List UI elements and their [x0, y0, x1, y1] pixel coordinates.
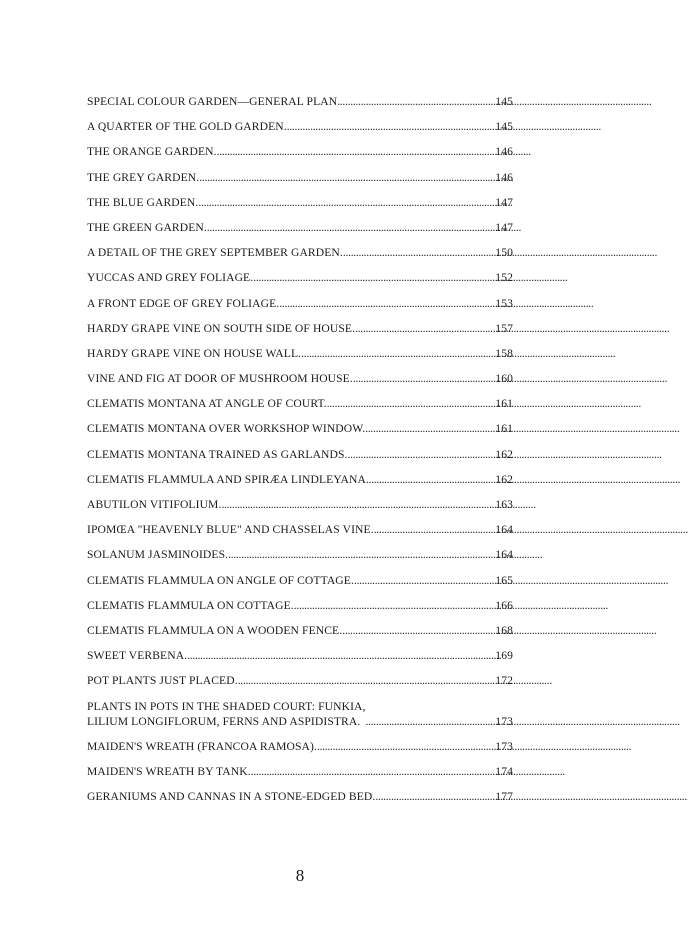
entry-title: MAIDEN'S WREATH BY TANK.	[87, 764, 251, 778]
toc-entry	[87, 623, 513, 638]
dot-leader	[327, 396, 493, 411]
entry-page-number: 165	[495, 573, 513, 587]
entry-title: CLEMATIS FLAMMULA AND SPIRÆA LINDLEYANA	[87, 472, 366, 486]
dot-leader	[366, 714, 493, 729]
entry-page-number: 147	[495, 220, 513, 234]
dot-leader	[354, 573, 492, 588]
entry-page-number: 161	[495, 397, 513, 411]
dot-leader	[228, 547, 492, 562]
entry-title: CLEMATIS FLAMMULA ON COTTAGE.	[87, 598, 294, 612]
entry-title: A DETAIL OF THE GREY SEPTEMBER GARDEN.	[87, 246, 343, 260]
entry-title: ABUTILON VITIFOLIUM.	[87, 498, 222, 511]
entry-page-number: 166	[495, 598, 513, 612]
dot-leader	[374, 522, 493, 537]
entry-page-number: 172	[495, 674, 513, 688]
toc-entry	[87, 144, 513, 159]
toc-entry	[87, 699, 513, 729]
dot-leader	[253, 270, 492, 285]
toc-entry	[87, 170, 513, 185]
entry-page-number: 173	[495, 739, 513, 753]
entry-page-number: 164	[495, 523, 513, 537]
dot-leader	[287, 119, 493, 134]
entry-page-number: 153	[495, 296, 513, 310]
dot-leader	[251, 764, 493, 779]
dot-leader	[238, 673, 493, 688]
toc-entry	[87, 220, 513, 235]
entry-page-number: 157	[495, 321, 513, 335]
entry-title: A QUARTER OF THE GOLD GARDEN.	[87, 120, 287, 134]
toc-entry	[87, 648, 513, 663]
toc-entry	[87, 296, 513, 311]
entry-page-number: 146	[495, 170, 513, 184]
dot-leader	[198, 195, 492, 210]
toc-entry	[87, 396, 513, 411]
toc-entry	[87, 447, 513, 462]
dot-leader	[317, 739, 492, 754]
dot-leader	[337, 94, 492, 109]
toc-entry	[87, 346, 513, 361]
entry-page-number: 177	[495, 790, 513, 804]
dot-leader	[294, 598, 493, 613]
entry-title: THE GREEN GARDEN.	[87, 220, 207, 234]
entry-title: CLEMATIS FLAMMULA ON ANGLE OF COTTAGE.	[87, 573, 354, 587]
toc-entry	[87, 94, 513, 109]
entry-title: THE GREY GARDEN.	[87, 170, 200, 184]
toc-entry	[87, 573, 513, 588]
entry-page-number: 158	[495, 346, 513, 360]
entry-title: SWEET VERBENA.	[87, 649, 188, 663]
toc-entry	[87, 371, 513, 386]
toc-entry	[87, 497, 513, 512]
entry-page-number: 173	[495, 714, 513, 728]
entry-page-number: 145	[495, 95, 513, 108]
entry-page-number: 174	[495, 764, 513, 778]
entry-title: CLEMATIS MONTANA TRAINED AS GARLANDS.	[87, 447, 348, 461]
entry-page-number: 160	[495, 372, 513, 386]
dot-leader	[365, 421, 492, 436]
entry-title: A FRONT EDGE OF GREY FOLIAGE.	[87, 296, 280, 310]
dot-leader	[187, 648, 492, 663]
entry-title: THE ORANGE GARDEN.	[87, 145, 217, 159]
toc-entry	[87, 764, 513, 779]
entry-title	[87, 699, 366, 729]
dot-leader	[342, 623, 492, 638]
toc-entry	[87, 270, 513, 285]
entry-page-number: 152	[495, 271, 513, 285]
entry-title: POT PLANTS JUST PLACED.	[87, 674, 238, 688]
entry-title: CLEMATIS FLAMMULA ON A WOODEN FENCE.	[87, 623, 343, 637]
entry-title: HARDY GRAPE VINE ON SOUTH SIDE OF HOUSE.	[87, 321, 356, 335]
entry-page-number: 169	[495, 649, 513, 663]
toc-entry	[87, 245, 513, 260]
page-number: 8	[295, 866, 305, 885]
dot-leader	[199, 170, 492, 185]
entry-title-line: PLANTS IN POTS IN THE SHADED COURT: FUNKIA,	[87, 699, 366, 713]
entry-title: CLEMATIS MONTANA OVER WORKSHOP WINDOW.	[87, 422, 366, 436]
entry-page-number: 146	[495, 145, 513, 159]
entry-title: SOLANUM JASMINOIDES.	[87, 548, 229, 562]
dot-leader	[217, 144, 493, 159]
dot-leader	[375, 789, 492, 804]
toc-entry	[87, 421, 513, 436]
entry-page-number: 161	[495, 422, 513, 436]
entry-page-number: 162	[495, 447, 513, 461]
dot-leader	[348, 447, 493, 462]
entry-title-line: LILIUM LONGIFLORUM, FERNS AND ASPIDISTRA.	[87, 714, 361, 728]
entry-title: SPECIAL COLOUR GARDEN—GENERAL PLAN	[87, 95, 338, 108]
dot-leader	[221, 497, 492, 512]
dot-leader	[343, 245, 492, 260]
entry-title: HARDY GRAPE VINE ON HOUSE WALL.	[87, 346, 302, 360]
entry-page-number: 162	[495, 472, 513, 486]
toc-entry	[87, 195, 513, 210]
entry-title: THE BLUE GARDEN.	[87, 195, 199, 209]
entry-page-number: 145	[495, 120, 513, 134]
dot-leader	[355, 321, 492, 336]
entry-page-number: 164	[495, 548, 513, 562]
toc-entry	[87, 547, 513, 562]
toc-entry	[87, 119, 513, 134]
entry-title: YUCCAS AND GREY FOLIAGE.	[87, 271, 254, 285]
entry-title: IPOMŒA "HEAVENLY BLUE" AND CHASSELAS VINE.	[87, 523, 374, 537]
toc-entry	[87, 598, 513, 613]
dot-leader	[301, 346, 492, 361]
entry-title: GERANIUMS AND CANNAS IN A STONE-EDGED BED.	[87, 790, 376, 804]
entry-title: MAIDEN'S WREATH (FRANCOA RAMOSA).	[87, 739, 317, 753]
entry-page-number: 150	[495, 246, 513, 260]
dot-leader	[353, 371, 492, 386]
dot-leader	[279, 296, 492, 311]
toc-entry	[87, 739, 513, 754]
dot-leader	[207, 220, 492, 235]
entry-title: VINE AND FIG AT DOOR OF MUSHROOM HOUSE.	[87, 372, 353, 386]
entry-page-number: 147	[495, 195, 513, 209]
dot-leader	[366, 472, 492, 487]
toc-entry	[87, 472, 513, 487]
toc-entry	[87, 673, 513, 688]
toc-entry	[87, 789, 513, 804]
entry-page-number: 168	[495, 623, 513, 637]
toc-entry	[87, 321, 513, 336]
illustrations-list	[87, 94, 513, 814]
entry-title: CLEMATIS MONTANA AT ANGLE OF COURT.	[87, 397, 327, 411]
toc-entry	[87, 522, 513, 537]
entry-page-number: 163	[495, 498, 513, 511]
